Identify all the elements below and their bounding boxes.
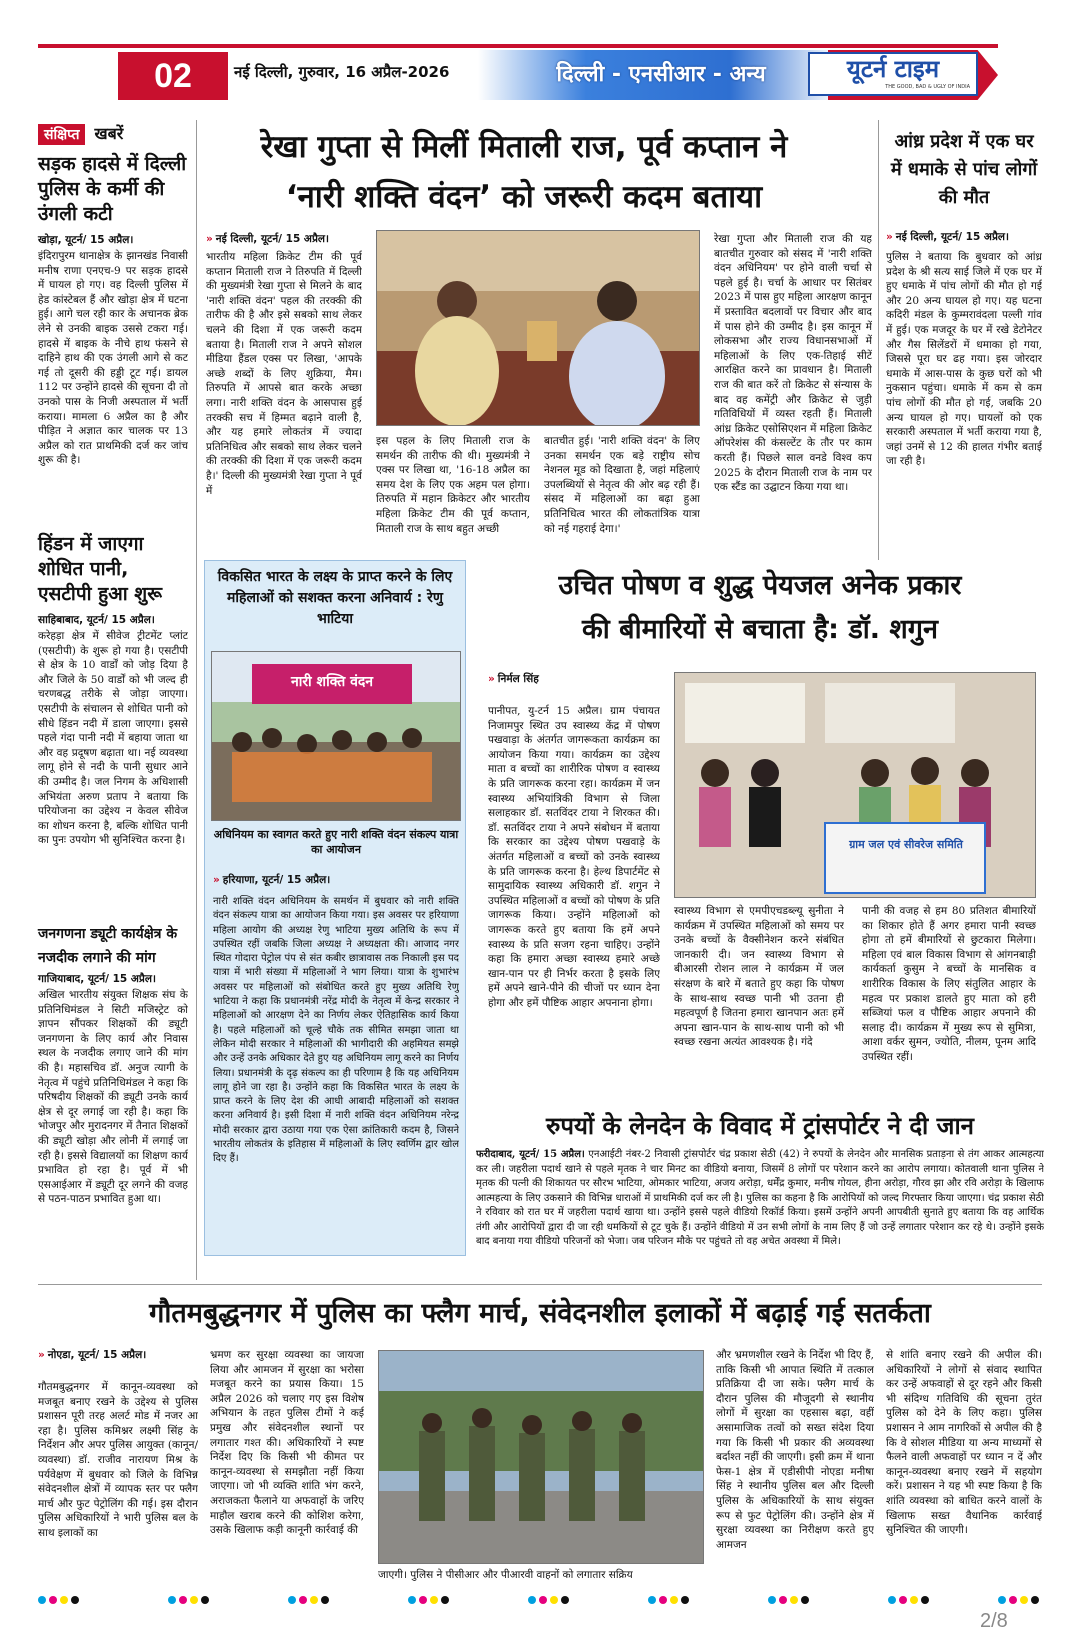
flag-march-photo-illustration bbox=[379, 1351, 704, 1564]
lead-col-4: रेखा गुप्ता और मिताली राज की यह बातचीत गुरुवार को संसद में 'नारी शक्ति वंदन अधिनियम' पर होने वाली चर्चा से पहले हुई है। चर्चा के आधार पर सितंबर 2023 में पास हुए महिला आरक्षण कानून में प्रस्तावित बदलावों पर विचार और बाद में पास होने की उम्मीद है। इस कानून में लोकसभा और राज्य विधानसभाओं में महिलाओं के लिए एक-तिहाई सीटें आरक्षित करने का प्रावधान है। मिताली राज की बात करें तो क्रिकेट से संन्यास के बाद वह कमेंट्री और क्रिकेट से जुड़ी गतिविधियों में व्यस्त रहती हैं। मिताली आंध्र क्रिकेट एसोसिएशन में महिला क्रिकेट ऑपरेशंस की कंसल्टेंट के तौर पर काम करती हैं। पिछले साल वनडे विश्व कप 2025 के दौरान मिताली राज के नाम पर एक स्टैंड का उद्घाटन किया गया था। bbox=[714, 233, 872, 494]
issue-dateline: नई दिल्ली, गुरुवार, 16 अप्रैल-2026 bbox=[234, 63, 450, 81]
sidebar-story-1-dateline: खोड़ा, यूटर्न/ 15 अप्रैल। bbox=[38, 234, 134, 246]
lead-col-3: बातचीत हुई। 'नारी शक्ति वंदन' के लिए उनका समर्थन एक बड़े राष्ट्रीय सोच नेशनल मूड को दिखाता है, जहां महिलाएं उपलब्धियों से नेतृत्व की ओर बढ़ रही हैं। संसद में महिलाओं का बढ़ा हुआ प्रतिनिधित्व भारत की लोकतांत्रिक यात्रा को नई गहराई देगा।' bbox=[544, 435, 700, 535]
nutrition-headline-line-1: उचित पोषण व शुद्ध पेयजल अनेक प्रकार bbox=[558, 570, 962, 601]
nutrition-headline-line-2: की बीमारियों से बचाता है: डॉ. शगुन bbox=[582, 614, 938, 645]
lead-photo-illustration bbox=[377, 231, 700, 426]
registration-marks bbox=[38, 1592, 1042, 1608]
chevron-icon: » bbox=[886, 231, 893, 243]
bottom-dateline: » नोएडा, यूटर्न/ 15 अप्रैल। bbox=[38, 1349, 147, 1361]
sidebar-story-1-body: इंदिरापुरम थानाक्षेत्र के झानखंड निवासी मनीष राणा एनएच-9 पर सड़क हादसे में घायल हो गए। वह दिल्ली पुलिस में हेड कांस्टेबल हैं और खोड़ा क्षेत्र में घटना हुई। आगे चल रही कार के अचानक ब्रेक लेने से उनकी बाइक उससे टकरा गई। हादसे में बाइक के नीचे हाथ फंसने से दाहिने हाथ की एक उंगली आगे से कट गई तो दूसरी की हड्डी टूट गई। डायल 112 पर उन्होंने हादसे की सूचना दी तो उनको पास के निजी अस्पताल में भर्ती कराया। मामला 6 अप्रैल का है और पीड़ित ने अज्ञात कार चालक पर 13 अप्रैल को रात प्राथमिकी दर्ज कर जांच शुरू की है। bbox=[38, 250, 188, 467]
sidebar-story-2-body: करेहड़ा क्षेत्र में सीवेज ट्रीटमेंट प्लांट (एसटीपी) के शुरू हो गया है। एसटीपी से क्षेत्र के 10 वार्डों को जोड़ दिया है और जिले के 50 वार्डों को भी जल्द ही चरणबद्ध तरीके से जोड़ा जाएगा। एसटीपी के संचालन से शोधित पानी को सीधे हिंडन नदी में डाला जाएगा। इससे पहले गंदा पानी नदी में बहाया जाता था और वह प्रदूषण बढ़ाता था। नई व्यवस्था लागू होने से नदी के पानी सुधार आने की उम्मीद है। जल निगम के अधिशासी अभियंता अरुण प्रताप ने बताया कि परियोजना का उद्देश्य न केवल सीवेज का शोधन करना है, बल्कि शोधित पानी का पुनः उपयोग भी सुनिश्चित करना है। bbox=[38, 630, 188, 847]
sidebar-tag-title: खबरें bbox=[94, 124, 124, 143]
reg-dots-4 bbox=[408, 1596, 449, 1604]
nutrition-col-3: पानी की वजह से हम 80 प्रतिशत बीमारियों का शिकार होते हैं अगर हमारा पानी स्वच्छ होगा तो हमें बीमारियों से छुटकारा मिलेगा। महिला एवं बाल विकास विभाग से आंगनबाड़ी कार्यकर्ता कुसुम ने बच्चों के मानसिक व शारीरिक विकास के लिए संतुलित आहार के महत्व पर प्रकाश डालते हुए माता को हरी सब्जियां फल व पौष्टिक आहार अपनाने की सलाह दी। कार्यक्रम में मुख्य रूप से सुमित्रा, आशा वर्कर सुमन, ज्योति, नीलम, पूनम आदि उपस्थित रहीं। bbox=[862, 905, 1036, 1063]
bottom-col-1: गौतमबुद्धनगर में कानून-व्यवस्था को मजबूत बनाए रखने के उद्देश्य से पुलिस प्रशासन पूरी तरह अलर्ट मोड में नजर आ रहा है। पुलिस कमिश्नर लक्ष्मी सिंह के निर्देशन और अपर पुलिस आयुक्त (कानून/व्यवस्था) डॉ. राजीव नारायण मिश्र के पर्यवेक्षण में बुधवार को जिले के विभिन्न संवेदनशील क्षेत्रों में व्यापक स्तर पर फ्लैग मार्च और फुट पेट्रोलिंग की गई। इस दौरान पुलिस अधिकारियों ने भारी पुलिस बल के साथ इलाकों का bbox=[38, 1381, 198, 1539]
sidebar-story-1 bbox=[38, 152, 188, 522]
bottom-headline: गौतमबुद्धनगर में पुलिस का फ्लैग मार्च, संवेदनशील इलाकों में बढ़ाई गई सतर्कता bbox=[149, 1298, 931, 1329]
lead-col-2: इस पहल के लिए मिताली राज के समर्थन की तारीफ की थी। मुख्यमंत्री ने एक्स पर लिखा था, '16-18 अप्रैल का समय देश के लिए एक अहम पल होगा। तिरुपति में महान क्रिकेटर और भारतीय महिला क्रिकेट टीम की पूर्व कप्तान, मिताली राज के साथ बहुत अच्छी bbox=[376, 435, 530, 535]
lead-headline-line-2: ‘नारी शक्ति वंदन’ को जरूरी कदम बताया bbox=[285, 179, 763, 215]
nutrition-col-1: पानीपत, यु-टर्न 15 अप्रैल। ग्राम पंचायत निजामपुर स्थित उप स्वास्थ्य केंद्र में पोषण पखवाड़ा के अंतर्गत जागरूकता कार्यक्रम का आयोजन किया गया। कार्यक्रम का उद्देश्य माता व बच्चों का शारीरिक पोषण व स्वास्थ्य के प्रति जागरूक करना रहा। कार्यक्रम में जन स्वास्थ्य अभियांत्रिकी विभाग से जिला सलाहकार डॉ. सतविंदर टाया ने शिरकत की। डॉ. सतविंदर टाया ने अपने संबोधन में बताया कि सरकार का उद्देश्य पोषण पखवाड़े के अंतर्गत महिलाओं व बच्चों को उनके स्वास्थ्य के प्रति जागरूक करना है। हेल्थ डिपार्टमेंट से सामुदायिक स्वास्थ्य अधिकारी डॉ. शगुन ने उपस्थित महिलाओं व बच्चों को पोषण के प्रति जागरूक किया। उन्होंने महिलाओं को जागरूक करते हुए बताया कि हमें अपने स्वास्थ्य के प्रति सजग रहना चाहिए। उन्होंने कहा कि हमारा अच्छा स्वास्थ्य हमारे अच्छे खान-पान पर ही निर्भर करता है इसके लिए हमें अपने खाने-पीने की चीजों पर ध्यान देना होगा और हमें पौष्टिक आहार अपनाना होगा। bbox=[488, 705, 660, 1009]
rally-banner-text: नारी शक्ति वंदन bbox=[290, 674, 374, 690]
nutrition-photo-illustration bbox=[675, 673, 1036, 898]
right-story-body: पुलिस ने बताया कि बुधवार को आंध्र प्रदेश के श्री सत्य साई जिले में एक घर में हुए धमाके में पांच लोगों की मौत हो गई और 20 अन्य घायल हो गए। यह घटना कदिरी मंडल के कुम्मरावंदला पल्ली गांव में हुई। एक मजदूर के घर में रखे डेटोनेटर और गैस सिलेंडरों में धमाका हो गया, जिससे पूरा घर ढह गया। इस जोरदार धमाके में आस-पास के कुछ घरों को भी नुकसान पहुंचा। धमाके में कम से कम पांच लोगों की मौत हो गई, जबकि 20 अन्य घायल हो गए। घायलों को एक सरकारी अस्पताल में भर्ती कराया गया है, जहां उनमें से 12 की हालत गंभीर बताई जा रही है। bbox=[886, 251, 1042, 468]
page-number-box: 02 bbox=[118, 52, 228, 100]
masthead bbox=[38, 44, 998, 102]
nutrition-dateline: » निर्मल सिंह bbox=[488, 673, 539, 685]
bottom-col-4: से शांति बनाए रखने की अपील की। अधिकारियों ने लोगों से संवाद स्थापित कर उन्हें अफवाहों से दूर रहने और किसी भी संदिग्ध गतिविधि की सूचना तुरंत पुलिस को देने के लिए कहा। पुलिस प्रशासन ने आम नागरिकों से अपील की है कि वे सोशल मीडिया या अन्य माध्यमों से फैलने वाली अफवाहों पर ध्यान न दें और कानून-व्यवस्था बनाए रखने में सहयोग करें। प्रशासन ने यह भी स्पष्ट किया है कि शांति व्यवस्था को बाधित करने वालों के खिलाफ सख्त वैधानिक कार्रवाई सुनिश्चित की जाएगी। bbox=[886, 1349, 1042, 1537]
lead-photo bbox=[376, 230, 700, 426]
lead-headline-line-1: रेखा गुप्ता से मिलीं मिताली राज, पूर्व कप्तान ने bbox=[260, 129, 788, 165]
reg-dots-8 bbox=[888, 1596, 929, 1604]
bottom-photo bbox=[378, 1350, 704, 1564]
transport-headline: रुपयों के लेनदेन के विवाद में ट्रांसपोर्टर ने दी जान bbox=[546, 1112, 974, 1140]
nutrition-headline bbox=[476, 564, 1044, 652]
sidebar-tag-label: संक्षिप्त bbox=[38, 124, 85, 145]
reg-dots-1 bbox=[38, 1596, 79, 1604]
reg-dots-7 bbox=[768, 1596, 809, 1604]
reg-dots-3 bbox=[288, 1596, 329, 1604]
right-story-headline: आंध्र प्रदेश में एक घर में धमाके से पांच लोगों की मौत bbox=[890, 131, 1038, 208]
masthead-top-rule bbox=[38, 44, 998, 48]
sidebar-story-2 bbox=[38, 532, 188, 912]
reg-dots-2 bbox=[168, 1596, 209, 1604]
boxed-story-caption: अधिनियम का स्वागत करते हुए नारी शक्ति वंदन संकल्प यात्रा का आयोजन bbox=[213, 828, 459, 856]
sidebar-story-3 bbox=[38, 922, 188, 1282]
boxed-story bbox=[204, 560, 466, 1256]
section-title: दिल्ली - एनसीआर - अन्य bbox=[556, 62, 766, 87]
bottom-col-2: भ्रमण कर सुरक्षा व्यवस्था का जायजा लिया और आमजन में सुरक्षा का भरोसा मजबूत करने का प्रयास किया। 15 अप्रैल 2026 को चलाए गए इस विशेष अभियान के तहत पुलिस टीमों ने कई प्रमुख और संवेदनशील स्थानों पर लगातार गश्त की। अधिकारियों ने स्पष्ट निर्देश दिए कि किसी भी कीमत पर कानून-व्यवस्था से समझौता नहीं किया जाएगा। जो भी व्यक्ति शांति भंग करने, अराजकता फैलाने या अफवाहों के जरिए माहौल खराब करने की कोशिश करेगा, उसके खिलाफ कड़ी कानूनी कार्रवाई की bbox=[210, 1349, 364, 1537]
chevron-icon: » bbox=[38, 1349, 45, 1361]
right-story-dateline: » नई दिल्ली, यूटर्न/ 15 अप्रैल। bbox=[886, 231, 1010, 243]
reg-dots-6 bbox=[648, 1596, 689, 1604]
logo-tagline: THE GOOD, BAD & UGLY OF INDIA bbox=[885, 84, 970, 90]
sidebar-tag bbox=[38, 122, 188, 144]
reg-dots-5 bbox=[528, 1596, 569, 1604]
boxed-story-photo bbox=[211, 651, 461, 821]
chevron-icon: » bbox=[206, 233, 213, 245]
nutrition-col-2: स्वास्थ्य विभाग से एमपीएचडब्ल्यू सुनीता ने कार्यक्रम में उपस्थित महिलाओं को समय पर उनके बच्चों के वैक्सीनेशन करने संबंधित जानकारी दी। जन स्वास्थ्य विभाग से बीआरसी रोशन लाल ने कार्यक्रम में जल संरक्षण के बारे में बताते हुए कहा कि पोषण के साथ-साथ स्वच्छ पानी भी उतना ही महत्वपूर्ण है जितना हमारा खानपान अतः हमें अपना खान-पान के साथ-साथ पानी को भी स्वच्छ रखना अत्यंत आवश्यक है। गंदे bbox=[674, 905, 844, 1049]
transport-body: एनआईटी नंबर-2 निवासी ट्रांसपोर्टर चंद्र प्रकाश सेठी (42) ने रुपयों के लेनदेन और मानसिक प्रताड़ना से तंग आकर आत्महत्या कर ली। जहरीला पदार्थ खाने से पहले मृतक ने चार मिनट का वीडियो बनाया, जिसमें 8 लोगों पर परेशान करने का आरोप लगाया। कोतवाली थाना पुलिस ने मृतक की पत्नी की शिकायत पर सौरभ भाटिया, ओमकार भाटिया, अजय अरोड़ा, धर्मेंद्र कुमार, मनीष गोयल, हीना अरोड़ा, गौरव झा और रवि अरोड़ा के खिलाफ आत्महत्या के लिए उकसाने की विभिन्न धाराओं में प्राथमिकी दर्ज कर ली है। पुलिस का कहना है कि आरोपियों को जल्द गिरफ्तार किया जाएगा। चंद्र प्रकाश सेठी ने रविवार को रात घर में जहरीला पदार्थ खाया था। उन्होंने इससे पहले वीडियो रिकॉर्ड किया। इसमें उन्होंने अपनी आपबीती सुनाते हुए बताया कि वह आर्थिक तंगी और आरोपियों द्वारा दी जा रही धमकियों से टूट चुके हैं। उन्होंने वीडियो में उन सभी लोगों के नाम लिए हैं जो उन्हें लगातार परेशान कर रहे थे। उन्होंने इसके बाद बनाया गया वीडियो परिजनों को भेजा। जब परिजन मौके पर पहुंचते तो वह अचेत अवस्था में मिले। bbox=[476, 1149, 1044, 1247]
sidebar-story-1-headline: सड़क हादसे में दिल्ली पुलिस के कर्मी की उंगली कटी bbox=[38, 153, 187, 225]
bottom-col-3: और भ्रमणशील रखने के निर्देश भी दिए हैं, ताकि किसी भी आपात स्थिति में तत्काल प्रतिक्रिया दी जा सके। फ्लैग मार्च के दौरान पुलिस की मौजूदगी से स्थानीय लोगों में सुरक्षा का एहसास बढ़ा, वहीं असामाजिक तत्वों को सख्त संदेश दिया गया कि किसी भी प्रकार की अव्यवस्था बर्दाश्त नहीं की जाएगी। इसी क्रम में थाना फेस-1 क्षेत्र में एडीसीपी नोएडा मनीषा सिंह ने स्थानीय पुलिस बल और दिल्ली पुलिस के अधिकारियों के साथ संयुक्त रूप से फुट पेट्रोलिंग की। उन्होंने क्षेत्र में सुरक्षा व्यवस्था का निरीक्षण करते हुए आमजन bbox=[716, 1349, 874, 1551]
lead-col-1: भारतीय महिला क्रिकेट टीम की पूर्व कप्तान मिताली राज ने तिरुपति में दिल्ली की मुख्यमंत्री रेखा गुप्ता से मिलने के बाद 'नारी शक्ति वंदन' पहल की तरक्की की तारीफ की है और इसे सबको साथ लेकर चलने की दिशा में एक जरूरी कदम बताया है। मिताली राज ने अपने सोशल मीडिया हैंडल एक्स पर लिखा, 'आपके अच्छे शब्दों के लिए शुक्रिया, मैम। तिरुपति में आपसे बात करके अच्छा लगा। नारी शक्ति वंदन के आसपास हुई तरक्की सच में हिम्मत बढ़ाने वाली है, और यह हमारे लोकतंत्र में ज्यादा प्रतिनिधित्व और सबको साथ लेकर चलने की तरक्की की दिशा में एक जरूरी कदम है।' दिल्ली की मुख्यमंत्री रेखा गुप्ता ने पूर्व में bbox=[206, 251, 362, 497]
chevron-icon: » bbox=[213, 874, 220, 886]
lead-dateline: » नई दिल्ली, यूटर्न/ 15 अप्रैल। bbox=[206, 233, 330, 245]
boxed-story-headline: विकसित भारत के लक्ष्य के प्राप्त करने के लिए महिलाओं को सशक्त करना अनिवार्य : रेणु भाटिया bbox=[217, 569, 453, 627]
lead-headline bbox=[204, 122, 844, 222]
lead-right-divider bbox=[878, 120, 879, 560]
reg-dots-9 bbox=[998, 1596, 1039, 1604]
sidebar-divider bbox=[196, 120, 197, 1280]
logo-text: यूटर्न टाइम bbox=[846, 55, 940, 83]
page-pager: 2/8 bbox=[980, 1610, 1008, 1632]
transport-dateline: फरीदाबाद, यूटर्न/ 15 अप्रैल। bbox=[476, 1149, 585, 1160]
sidebar-story-3-dateline: गाजियाबाद, यूटर्न/ 15 अप्रैल। bbox=[38, 973, 156, 985]
sidebar-story-3-headline: जनगणना ड्यूटी कार्यक्षेत्र के नजदीक लगाने की मांग bbox=[38, 926, 178, 966]
transport-body-wrap bbox=[476, 1148, 1044, 1258]
sidebar-story-2-headline: हिंडन में जाएगा शोधित पानी, एसटीपी हुआ शुरू bbox=[38, 533, 162, 605]
logo-box bbox=[808, 52, 978, 96]
boxed-story-dateline: » हरियाणा, यूटर्न/ 15 अप्रैल। bbox=[213, 874, 331, 886]
nutrition-photo bbox=[674, 672, 1036, 898]
sidebar-story-2-dateline: साहिबाबाद, यूटर्न/ 15 अप्रैल। bbox=[38, 614, 155, 626]
bottom-photo-caption: जाएगी। पुलिस ने पीसीआर और पीआरवी वाहनों को लगातार सक्रिय bbox=[378, 1569, 633, 1581]
bottom-rule bbox=[38, 1284, 1042, 1285]
sidebar-story-3-body: अखिल भारतीय संयुक्त शिक्षक संघ के प्रतिनिधिमंडल ने सिटी मजिस्ट्रेट को ज्ञापन सौंपकर शिक्षकों की ड्यूटी जनगणना के लिए कार्य और निवास स्थल के नजदीक लगाए जाने की मांग की है। महासचिव डॉ. अनुज त्यागी के नेतृत्व में पहुंचे प्रतिनिधिमंडल ने कहा कि परिषदीय शिक्षकों की ड्यूटी उनके कार्य क्षेत्र से दूर लगाई जा रही है। कहा कि भोजपुर और मुरादनगर में तैनात शिक्षकों की ड्यूटी खोड़ा और लोनी में लगाई जा रही है। इससे विद्यालयों का शिक्षण कार्य प्रभावित हो रहा है। पूर्व में भी एसआईआर में ड्यूटी दूर लगने की वजह से पठन-पाठन प्रभावित हुआ था। bbox=[38, 989, 188, 1206]
chevron-icon: » bbox=[488, 673, 495, 685]
boxed-story-body: नारी शक्ति वंदन अधिनियम के समर्थन में बुधवार को नारी शक्ति वंदन संकल्प यात्रा का आयोजन किया गया। इस अवसर पर हरियाणा महिला आयोग की अध्यक्ष रेणु भाटिया मुख्य अतिथि के रूप में उपस्थित रहीं जबकि जिला अध्यक्ष ने अध्यक्षता की। आजाद नगर स्थित गोदारा पेट्रोल पंप से संत कबीर छात्रावास तक निकाली इस पद यात्रा में भारी संख्या में महिलाओं ने भाग लिया। यात्रा के शुभारंभ अवसर पर महिलाओं को संबोधित करते हुए मुख्य अतिथि रेणु भाटिया ने कहा कि प्रधानमंत्री नरेंद्र मोदी के नेतृत्व में केन्द्र सरकार ने महिलाओं को आरक्षण देने का निर्णय लेकर ऐतिहासिक कार्य किया है। पहले महिलाओं को चूल्हे चौके तक सीमित समझा जाता था लेकिन मोदी सरकार ने महिलाओं की भागीदारी की अहमियत समझे और उन्हें उनके अधिकार देते हुए यह अधिनियम लागू करने का निर्णय लिया। प्रधानमंत्री के दृढ़ संकल्प का ही परिणाम है कि यह अधिनियम लागू होने जा रहा है। उन्होंने कहा कि विकसित भारत के लक्ष्य के प्राप्त करने के लिए देश की आधी आबादी महिलाओं को सशक्त करना अनिवार्य है। इसी दिशा में नारी शक्ति वंदन अधिनियम नरेन्द्र मोदी सरकार द्वारा उठाया गया एक ऐसा क्रांतिकारी कदम है, जिसने भारतीय लोकतंत्र के इतिहास में महिलाओं के लिए स्वर्णिम द्वार खोल दिए हैं। bbox=[213, 896, 459, 1165]
nutrition-banner-text: ग्राम जल एवं सीवरेज समिति bbox=[849, 838, 963, 851]
